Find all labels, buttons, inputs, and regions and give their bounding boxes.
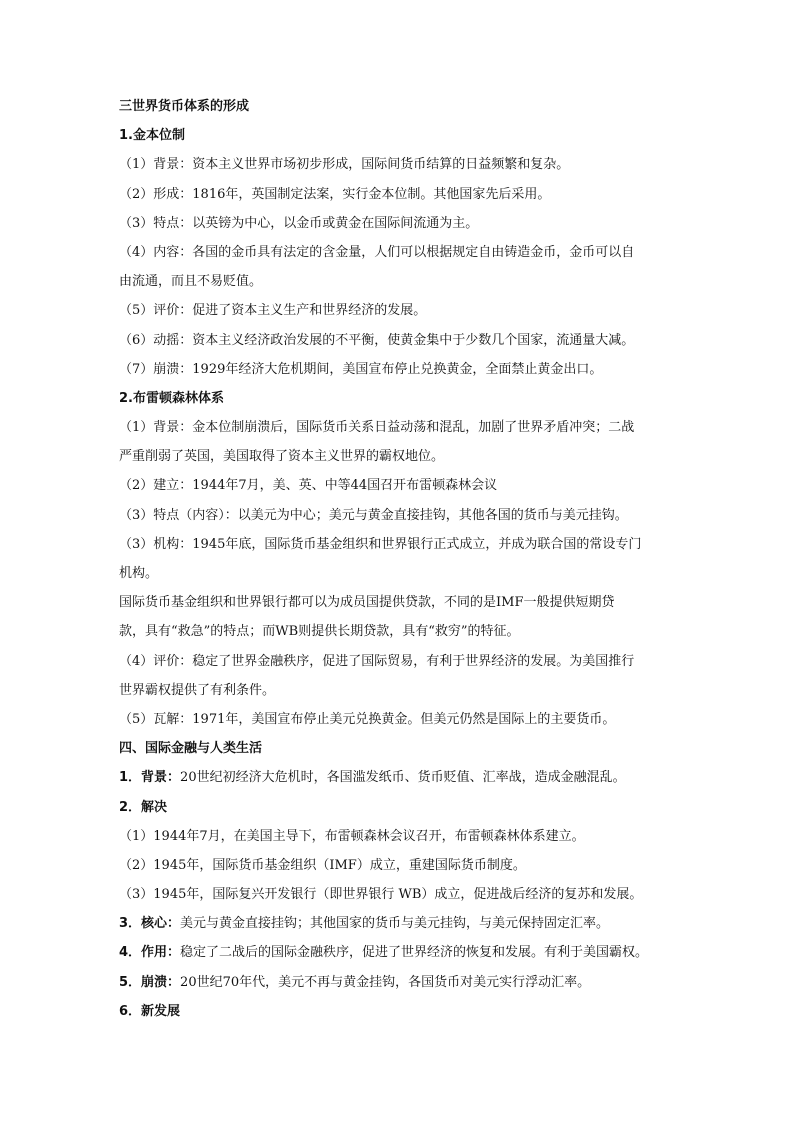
paragraph-line: 世界霸权提供了有利条件。	[119, 682, 276, 698]
paragraph-line: （1）1944年7月，在美国主导下，布雷顿森林会议召开，布雷顿森林体系建立。	[119, 828, 585, 844]
paragraph-line: 款，具有“救急”的特点；而WB则提供长期贷款，具有“救穷”的特征。	[119, 624, 520, 640]
paragraph-line: 严重削弱了英国，美国取得了资本主义世界的霸权地位。	[119, 449, 445, 465]
paragraph-line: （4）内容：各国的金币具有法定的含金量，人们可以根据规定自由铸造金币，金币可以自	[119, 244, 635, 260]
paragraph-line: （5）评价：促进了资本主义生产和世界经济的发展。	[119, 303, 427, 319]
collapse-line	[119, 968, 679, 997]
background-label: 1．背景：	[119, 770, 181, 786]
paragraph-line: （3）特点（内容）：以美元为中心；美元与黄金直接挂钩，其他各国的货币与美元挂钩。	[119, 507, 628, 523]
role-line	[119, 938, 679, 967]
paragraph-line: （3）特点：以英镑为中心，以金币或黄金在国际间流通为主。	[119, 215, 479, 231]
role-label: 4．作用：	[119, 945, 181, 961]
section-title-4: 四、国际金融与人类生活	[119, 741, 263, 757]
paragraph-line: 机构。	[119, 566, 159, 581]
section-title-3: 三世界货币体系的形成	[119, 99, 250, 114]
document-body	[119, 92, 679, 1026]
new-development-label: 6．新发展	[119, 1003, 181, 1019]
solution-label: 2．解决	[119, 799, 168, 815]
paragraph-line: （2）建立：1944年7月，美、英、中等44国召开布雷顿森林会议	[119, 478, 498, 494]
paragraph-line: （4）评价：稳定了世界金融秩序，促进了国际贸易，有利于世界经济的发展。为美国推行	[119, 653, 635, 669]
background-text: 20世纪初经济大危机时，各国滥发纸币、货币贬值、汇率战，造成金融混乱。	[180, 770, 626, 786]
paragraph-line: （7）崩溃：1929年经济大危机期间，美国宣布停止兑换黄金，全面禁止黄金出口。	[119, 361, 603, 377]
paragraph-line: 国际货币基金组织和世界银行都可以为成员国提供贷款，不同的是IMF一般提供短期贷	[119, 595, 615, 611]
core-line	[119, 909, 679, 938]
paragraph-line: 由流通，而且不易贬值。	[119, 274, 263, 290]
core-label: 3．核心：	[119, 916, 181, 932]
gold-standard-heading: 1.金本位制	[119, 128, 185, 144]
paragraph-line: （2）1945年，国际货币基金组织（IMF）成立，重建国际货币制度。	[119, 857, 526, 873]
background-line	[119, 763, 679, 792]
paragraph-line: （1）背景：金本位制崩溃后，国际货币关系日益动荡和混乱，加剧了世界矛盾冲突；二战	[119, 420, 635, 436]
collapse-text: 20世纪70年代，美元不再与黄金挂钩，各国货币对美元实行浮动汇率。	[180, 974, 591, 990]
paragraph-line: （1）背景：资本主义世界市场初步形成，国际间货币结算的日益频繁和复杂。	[119, 157, 570, 173]
paragraph-line: （6）动摇：资本主义经济政治发展的不平衡，使黄金集中于少数几个国家，流通量大减。	[119, 332, 635, 348]
role-text: 稳定了二战后的国际金融秩序，促进了世界经济的恢复和发展。有利于美国霸权。	[180, 945, 649, 961]
paragraph-line: （2）形成：1816年，英国制定法案，实行金本位制。其他国家先后采用。	[119, 186, 551, 202]
paragraph-line: （5）瓦解：1971年，美国宣布停止美元兑换黄金。但美元仍然是国际上的主要货币。	[119, 711, 616, 727]
collapse-label: 5．崩溃：	[119, 974, 181, 990]
core-text: 美元与黄金直接挂钩；其他国家的货币与美元挂钩，与美元保持固定汇率。	[180, 916, 610, 932]
paragraph-line: （3）机构：1945年底，国际货币基金组织和世界银行正式成立，并成为联合国的常设专门	[119, 536, 642, 552]
paragraph-line: （3）1945年，国际复兴开发银行（即世界银行 WB）成立，促进战后经济的复苏和发展。	[119, 887, 643, 903]
bretton-woods-heading: 2.布雷顿森林体系	[119, 390, 224, 406]
